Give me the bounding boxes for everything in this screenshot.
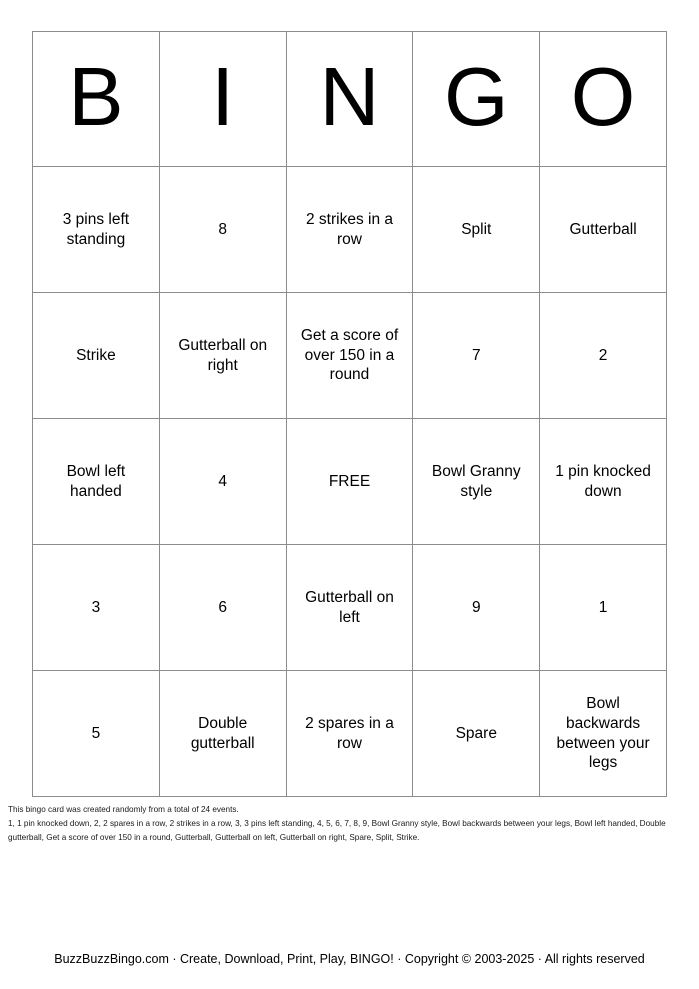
bingo-header-row: [33, 32, 667, 167]
bingo-cell-label: Strike: [76, 346, 116, 364]
bingo-cell-i1[interactable]: [160, 167, 287, 293]
bingo-cell-label: 2 spares in a row: [305, 714, 394, 752]
footer-text: BuzzBuzzBingo.com · Create, Download, Print, Play, BINGO! · Copyright © 2003-2025 · All rights reserved: [54, 952, 645, 966]
bingo-row: [33, 671, 667, 797]
bingo-cell-label: Gutterball: [569, 220, 637, 238]
bingo-cell-g2[interactable]: [413, 293, 540, 419]
bingo-header-b: B: [33, 32, 160, 167]
bingo-cell-o2[interactable]: [540, 293, 667, 419]
page-footer: [0, 952, 699, 966]
bingo-cell-i5[interactable]: [160, 671, 287, 797]
bingo-cell-o5[interactable]: [540, 671, 667, 797]
bingo-cell-label: Bowl backwards between your legs: [556, 694, 650, 772]
bingo-cell-g4[interactable]: [413, 545, 540, 671]
bingo-cell-n2[interactable]: [287, 293, 414, 419]
bingo-cell-label: 9: [471, 598, 481, 616]
bingo-cell-o1[interactable]: [540, 167, 667, 293]
bingo-cell-label: 3: [91, 598, 101, 616]
bingo-cell-label: Bowl Granny style: [431, 462, 521, 500]
fineprint-summary: This bingo card was created randomly from a total of 24 events.: [8, 805, 239, 814]
bingo-header-g: G: [413, 32, 540, 167]
bingo-cell-label: Gutterball on right: [178, 336, 268, 374]
bingo-cell-b2[interactable]: [33, 293, 160, 419]
bingo-cell-label: 2: [598, 346, 608, 364]
bingo-cell-o4[interactable]: [540, 545, 667, 671]
bingo-cell-label: Bowl left handed: [66, 462, 126, 500]
bingo-cell-label: Split: [461, 220, 492, 238]
fineprint-event-list: 1, 1 pin knocked down, 2, 2 spares in a row, 2 strikes in a row, 3, 3 pins left standing, 4, 5, 6, 7, 8, 9, Bowl Granny style, Bowl backwards between your legs, Bowl left handed, Double gutterball, Get a score of over 150 in a round, Gutterball, Gutterball on left, Gutterball on right, Spare, Split, Strike.: [8, 819, 666, 843]
bingo-cell-i2[interactable]: [160, 293, 287, 419]
bingo-cell-label: Spare: [455, 724, 497, 742]
bingo-cell-label: Double gutterball: [190, 714, 255, 752]
bingo-cell-label: Get a score of over 150 in a round: [300, 326, 399, 384]
bingo-cell-label: Gutterball on left: [305, 588, 394, 626]
bingo-cell-n4[interactable]: [287, 545, 414, 671]
fineprint: [8, 803, 694, 845]
bingo-row: [33, 545, 667, 671]
bingo-cell-b3[interactable]: [33, 419, 160, 545]
bingo-row: [33, 293, 667, 419]
bingo-card-grid: [32, 31, 667, 797]
bingo-cell-label: 2 strikes in a row: [305, 210, 393, 248]
bingo-cell-label: 4: [218, 472, 227, 490]
bingo-cell-o3[interactable]: [540, 419, 667, 545]
bingo-cell-label: 5: [91, 724, 101, 742]
bingo-cell-n5[interactable]: [287, 671, 414, 797]
bingo-cell-n1[interactable]: [287, 167, 414, 293]
bingo-header-o: O: [540, 32, 667, 167]
bingo-cell-b4[interactable]: [33, 545, 160, 671]
bingo-header-n: N: [287, 32, 414, 167]
bingo-row: [33, 167, 667, 293]
bingo-cell-i3[interactable]: [160, 419, 287, 545]
bingo-cell-label: 6: [218, 598, 227, 616]
bingo-cell-b1[interactable]: [33, 167, 160, 293]
bingo-cell-g3[interactable]: [413, 419, 540, 545]
bingo-cell-label: FREE: [328, 472, 371, 490]
bingo-cell-b5[interactable]: [33, 671, 160, 797]
bingo-cell-g5[interactable]: [413, 671, 540, 797]
bingo-cell-label: 8: [218, 220, 227, 238]
bingo-header-i: I: [160, 32, 287, 167]
bingo-cell-free[interactable]: [287, 419, 414, 545]
bingo-cell-i4[interactable]: [160, 545, 287, 671]
bingo-cell-label: 7: [471, 346, 481, 364]
bingo-row: [33, 419, 667, 545]
bingo-cell-label: 1 pin knocked down: [555, 462, 651, 500]
bingo-cell-label: 3 pins left standing: [62, 210, 130, 248]
bingo-cell-g1[interactable]: [413, 167, 540, 293]
bingo-cell-label: 1: [598, 598, 608, 616]
